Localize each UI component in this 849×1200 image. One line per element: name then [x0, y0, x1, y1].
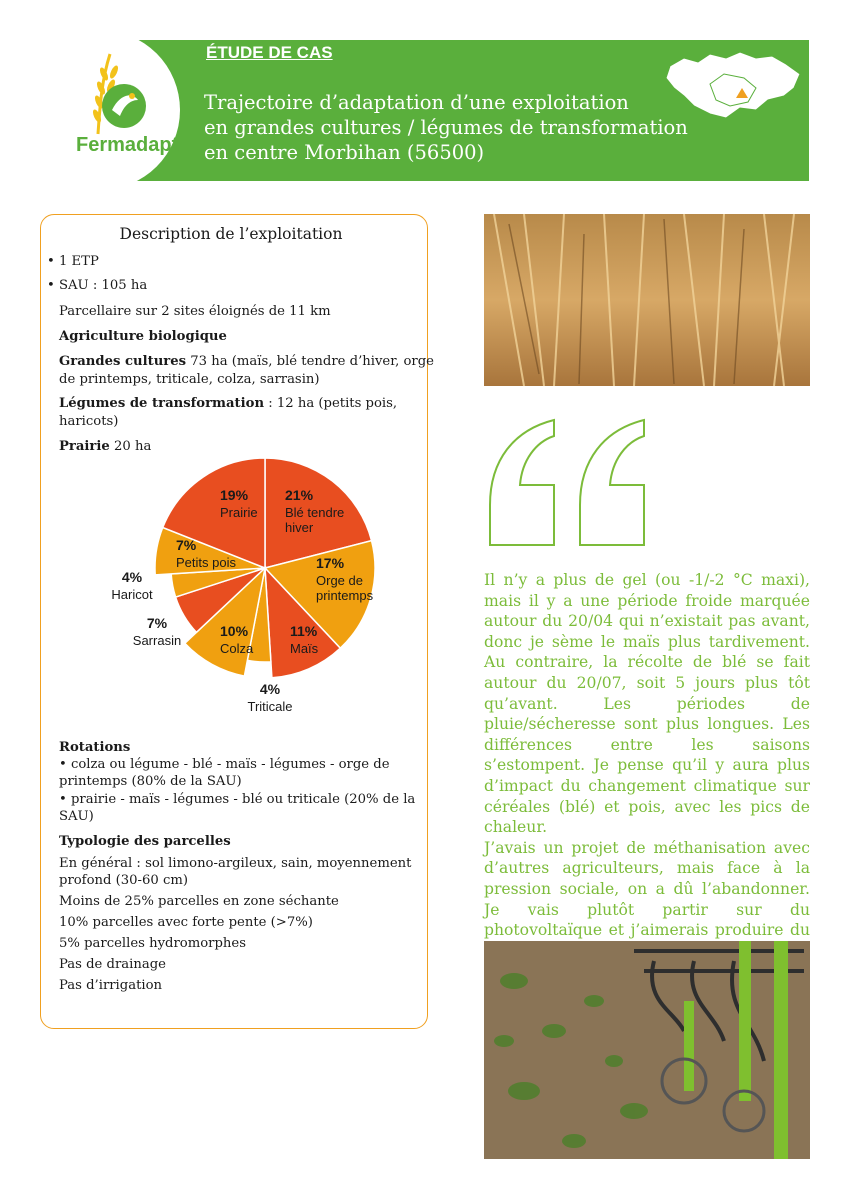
typologie-1b: profond (30-60 cm) [59, 873, 189, 888]
sau-item: • SAU : 105 ha [47, 278, 148, 293]
pie-category-label: Orge de [316, 573, 363, 588]
bio-label: Agriculture biologique [59, 329, 227, 344]
rotation-1b: printemps (80% de la SAU) [59, 774, 242, 789]
pie-pct-label: 10% [220, 623, 249, 639]
legumes-line [59, 395, 397, 412]
pie-pct-label: 4% [121, 569, 143, 585]
typologie-5: Pas de drainage [59, 957, 166, 972]
pie-pct-label: 21% [285, 487, 314, 503]
page-title [204, 90, 724, 165]
pie-category-label: Colza [220, 641, 254, 656]
pie-category-label: hiver [285, 520, 314, 535]
title-line-3: en centre Morbihan (56500) [204, 141, 485, 164]
legumes-text-2: haricots) [59, 414, 119, 429]
rotations-title: Rotations [59, 740, 131, 755]
title-line-2: en grandes cultures / légumes de transformation [204, 116, 688, 139]
etp-item: • 1 ETP [47, 254, 99, 269]
prairie-text: 20 ha [109, 439, 152, 454]
quote-marks-icon [484, 410, 664, 560]
pie-pct-label: 4% [259, 681, 281, 697]
pie-category-label: printemps [316, 588, 374, 603]
pie-pct-label: 17% [316, 555, 345, 571]
pie-category-label: Sarrasin [132, 633, 182, 648]
brittany-map-icon [664, 44, 806, 130]
legumes-label: Légumes de transformation [59, 396, 265, 411]
rotation-2a: • prairie - maïs - légumes - blé ou triticale (20% de la [59, 792, 416, 807]
pie-category-label: Petits pois [176, 555, 236, 570]
pie-pct-label: 7% [146, 615, 168, 631]
grandes-cultures-text: 73 ha (maïs, blé tendre d’hiver, orge [186, 354, 434, 369]
parcellaire-text: Parcellaire sur 2 sites éloignés de 11 km [59, 304, 331, 319]
pie-pct-label: 7% [176, 537, 197, 553]
pie-category-label: Blé tendre [285, 505, 345, 520]
farmer-quote [484, 570, 810, 961]
pie-pct-label: 11% [290, 623, 318, 639]
rotation-1a: • colza ou légume - blé - maïs - légumes - orge de [59, 757, 390, 772]
wheat-field-photo [484, 214, 810, 386]
logo-text: Fermadapt [76, 134, 179, 156]
pie-category-label: Haricot [111, 587, 153, 602]
rotation-2b: SAU) [59, 809, 94, 824]
pie-category-label: Maïs [290, 641, 319, 656]
grandes-cultures-line [59, 353, 434, 370]
pie-category-label: Triticale [247, 699, 293, 714]
legumes-text: : 12 ha (petits pois, [264, 396, 398, 411]
typologie-1a: En général : sol limono-argileux, sain, moyennement [59, 856, 412, 871]
typologie-3: 10% parcelles avec forte pente (>7%) [59, 915, 313, 930]
quote-paragraph-2: J’avais un projet de méthanisation avec d’autres agriculteurs, mais face à la pression sociale, on a dû l’abandonner. Je vais plutôt partir sur du photovoltaïque et j’aimerais produire du [484, 838, 810, 940]
prairie-label: Prairie [59, 439, 110, 454]
grandes-cultures-text-2: de printemps, triticale, colza, sarrasin) [59, 372, 320, 387]
typologie-title: Typologie des parcelles [59, 834, 231, 849]
typologie-2: Moins de 25% parcelles en zone séchante [59, 894, 339, 909]
case-study-label: ÉTUDE DE CAS [206, 43, 333, 62]
prairie-line [59, 438, 151, 455]
typologie-6: Pas d’irrigation [59, 978, 163, 993]
quote-paragraph-1: Il n’y a plus de gel (ou -1/-2 °C maxi), mais il y a une période froide marquée autour du 20/04 qui n’existait pas avant, donc je sème le maïs plus tardivement. Au contraire, la récolte de blé se fait autour du 20/07, soit 5 jours plus tôt qu’avant. Les périodes de pluie/sécheresse sont plus longues. Les différences entre les saisons s’estompent. Je pense qu’il y aura plus d’impact du changement climatique sur céréales (blé) et pois, avec les pics de chaleur. [484, 571, 810, 837]
description-title: Description de l’exploitation [119, 225, 343, 243]
grandes-cultures-label: Grandes cultures [59, 354, 187, 369]
weeder-machine-photo [484, 941, 810, 1159]
pie-category-label: Prairie [220, 505, 258, 520]
typologie-4: 5% parcelles hydromorphes [59, 936, 246, 951]
crop-pie-chart [111, 458, 410, 728]
pie-pct-label: 19% [220, 487, 249, 503]
title-line-1: Trajectoire d’adaptation d’une exploitation [204, 91, 629, 114]
